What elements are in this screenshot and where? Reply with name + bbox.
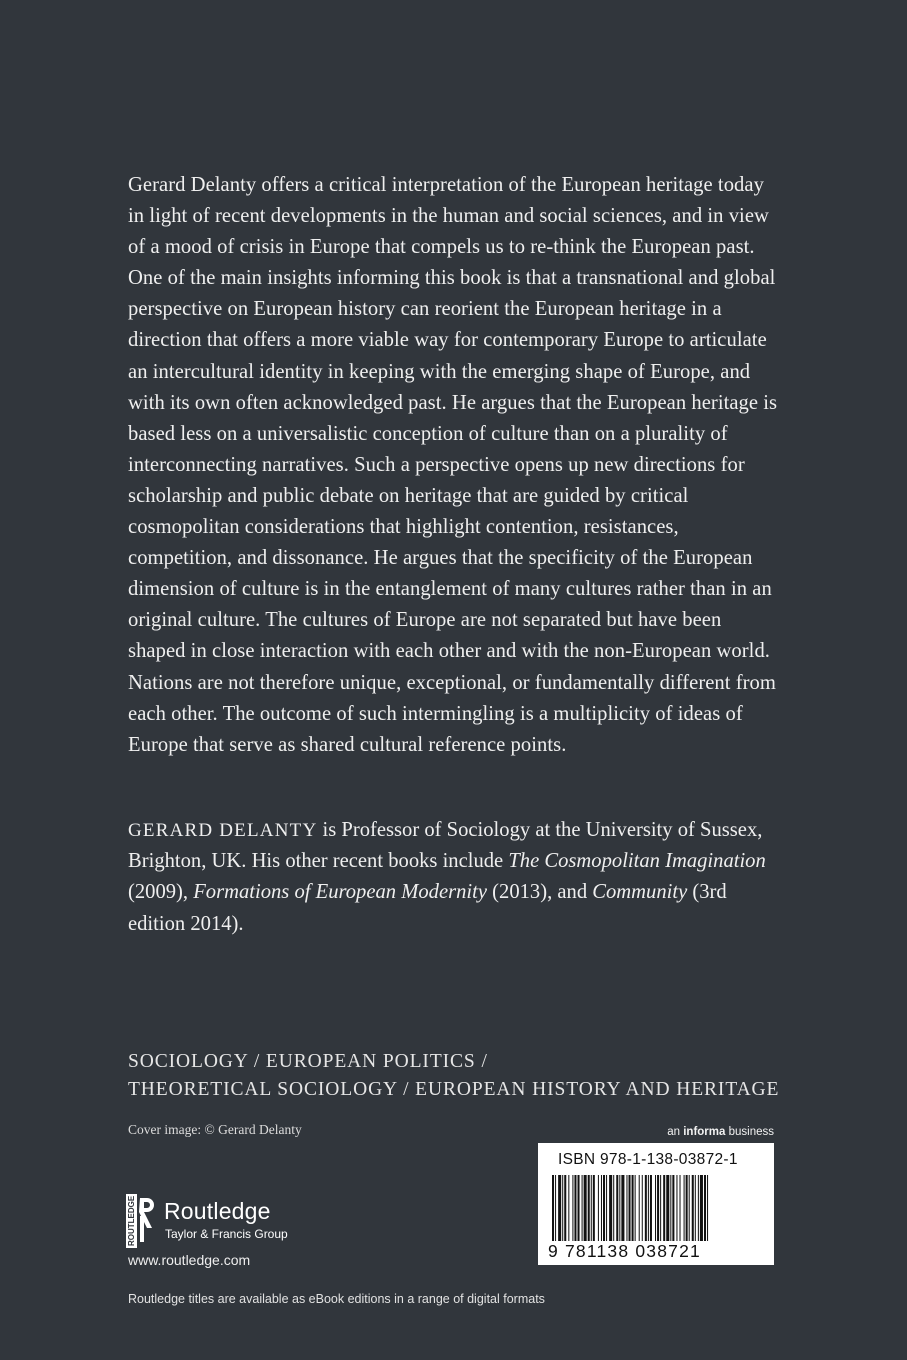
isbn-digits: 9 781138 038721 — [548, 1241, 701, 1261]
isbn-barcode — [538, 1143, 774, 1265]
barcode-bar — [626, 1175, 627, 1241]
routledge-r-mark-icon — [126, 1194, 156, 1248]
barcode-bar — [650, 1175, 652, 1241]
barcode-bar — [698, 1175, 699, 1241]
barcode-bar — [593, 1175, 595, 1241]
barcode-bar — [619, 1175, 620, 1241]
barcode-bar — [660, 1175, 661, 1241]
barcode-bar — [629, 1175, 631, 1241]
publisher-name: Routledge — [164, 1198, 271, 1224]
cover-image-credit: Cover image: © Gerard Delanty — [128, 1122, 302, 1137]
barcode-bar — [684, 1175, 685, 1241]
barcode-bar — [588, 1175, 590, 1241]
bio-text-1: is Professor of Sociology at the University of Sussex, Brighton, UK. His other recent books include — [128, 819, 763, 873]
publisher-website[interactable]: www.routledge.com — [128, 1252, 251, 1268]
barcode-bar — [606, 1175, 607, 1241]
barcode-bar — [558, 1175, 561, 1241]
isbn-label: ISBN 978-1-138-03872-1 — [558, 1151, 738, 1168]
informa-suffix: business — [725, 1126, 774, 1138]
barcode-bar — [692, 1175, 694, 1241]
barcode-bar — [621, 1175, 624, 1241]
informa-prefix: an — [667, 1126, 684, 1138]
author-bio — [128, 815, 788, 940]
barcode-bar — [601, 1175, 602, 1241]
barcode-bar — [635, 1175, 636, 1241]
barcode-bar — [700, 1175, 703, 1241]
bio-text-3: (2013), and — [487, 881, 593, 904]
barcode-bar — [582, 1175, 583, 1241]
barcode-bar — [578, 1175, 580, 1241]
barcode-bar — [704, 1175, 706, 1241]
informa-business-tag — [667, 1126, 774, 1138]
bio-text-2: (2009), — [128, 881, 194, 904]
subject-categories — [128, 1048, 828, 1103]
barcode-bar — [672, 1175, 674, 1241]
bio-book-3: Community — [592, 881, 688, 904]
barcode-bar — [639, 1175, 640, 1241]
barcode-bar — [564, 1175, 566, 1241]
barcode-bar — [645, 1175, 647, 1241]
barcode-bar — [689, 1175, 690, 1241]
logo-spine-text: ROUTLEDGE — [127, 1195, 136, 1246]
book-description: Gerard Delanty offers a critical interpretation of the European heritage today in light of recent developments in the human and social sciences, and in view of a mood of crisis in Europe that compels us to re-think the European past. One of the main insights informing this book is that a transnational and global perspective on European history can reorient the European heritage in a direction that offers a more viable way for contemporary Europe to articulate an intercultural identity in keeping with the emerging shape of Europe, and with its own often acknowledged past. He argues that the European heritage is based less on a universalistic conception of culture than on a plurality of interconnecting narratives. Such a perspective opens up new directions for scholarship and public debate on heritage that are guided by critical cosmopolitan considerations that highlight contention, resistances, competition, and dissonance. He argues that the specificity of the European dimension of culture is in the entanglement of many cultures rather than in an original culture. The cultures of Europe are not separated but have been shaped in close interaction with each other and with the non-European world. Nations are not therefore unique, exceptional, or fundamentally different from each other. The outcome of such intermingling is a multiplicity of ideas of Europe that serve as shared cultural reference points. — [128, 174, 778, 756]
barcode-bar — [648, 1175, 649, 1241]
barcode-bar — [707, 1175, 708, 1241]
barcode-bar — [695, 1175, 696, 1241]
barcode-bar — [686, 1175, 688, 1241]
barcode-bar — [642, 1175, 643, 1241]
barcode-bar — [598, 1175, 599, 1241]
barcode-bar — [613, 1175, 614, 1241]
barcode-bar — [680, 1175, 681, 1241]
ebook-availability-note: Routledge titles are available as eBook editions in a range of digital formats — [128, 1292, 545, 1306]
barcode-bar — [616, 1175, 618, 1241]
barcode-bar — [591, 1175, 592, 1241]
bio-book-2: Formations of European Modernity — [193, 881, 488, 904]
subject-line-1: SOCIOLOGY / EUROPEAN POLITICS / — [128, 1051, 488, 1072]
barcode-bar — [584, 1175, 587, 1241]
bio-text-4: (3rd edition 2014). — [128, 881, 727, 935]
barcode-bar — [666, 1175, 669, 1241]
barcode-bar — [568, 1175, 569, 1241]
publisher-group: Taylor & Francis Group — [165, 1227, 288, 1241]
barcode-bar — [655, 1175, 656, 1241]
barcode-bar — [670, 1175, 671, 1241]
barcode-bar — [572, 1175, 573, 1241]
barcode-bar — [663, 1175, 665, 1241]
barcode-bar — [609, 1175, 612, 1241]
routledge-logo — [126, 1194, 316, 1248]
author-name: GERARD DELANTY — [128, 820, 318, 841]
barcode-bar — [657, 1175, 659, 1241]
subject-line-2: THEORETICAL SOCIOLOGY / EUROPEAN HISTORY AND HERITAGE — [128, 1078, 780, 1100]
barcode-bar — [632, 1175, 634, 1241]
barcode-bar — [562, 1175, 563, 1241]
informa-brand: informa — [683, 1126, 726, 1138]
barcode-bars — [552, 1175, 764, 1241]
barcode-bar — [603, 1175, 605, 1241]
barcode-bar — [676, 1175, 677, 1241]
bio-book-1: The Cosmopolitan Imagination — [508, 850, 766, 873]
barcode-bar — [552, 1175, 554, 1241]
barcode-bar — [555, 1175, 556, 1241]
barcode-bar — [574, 1175, 576, 1241]
